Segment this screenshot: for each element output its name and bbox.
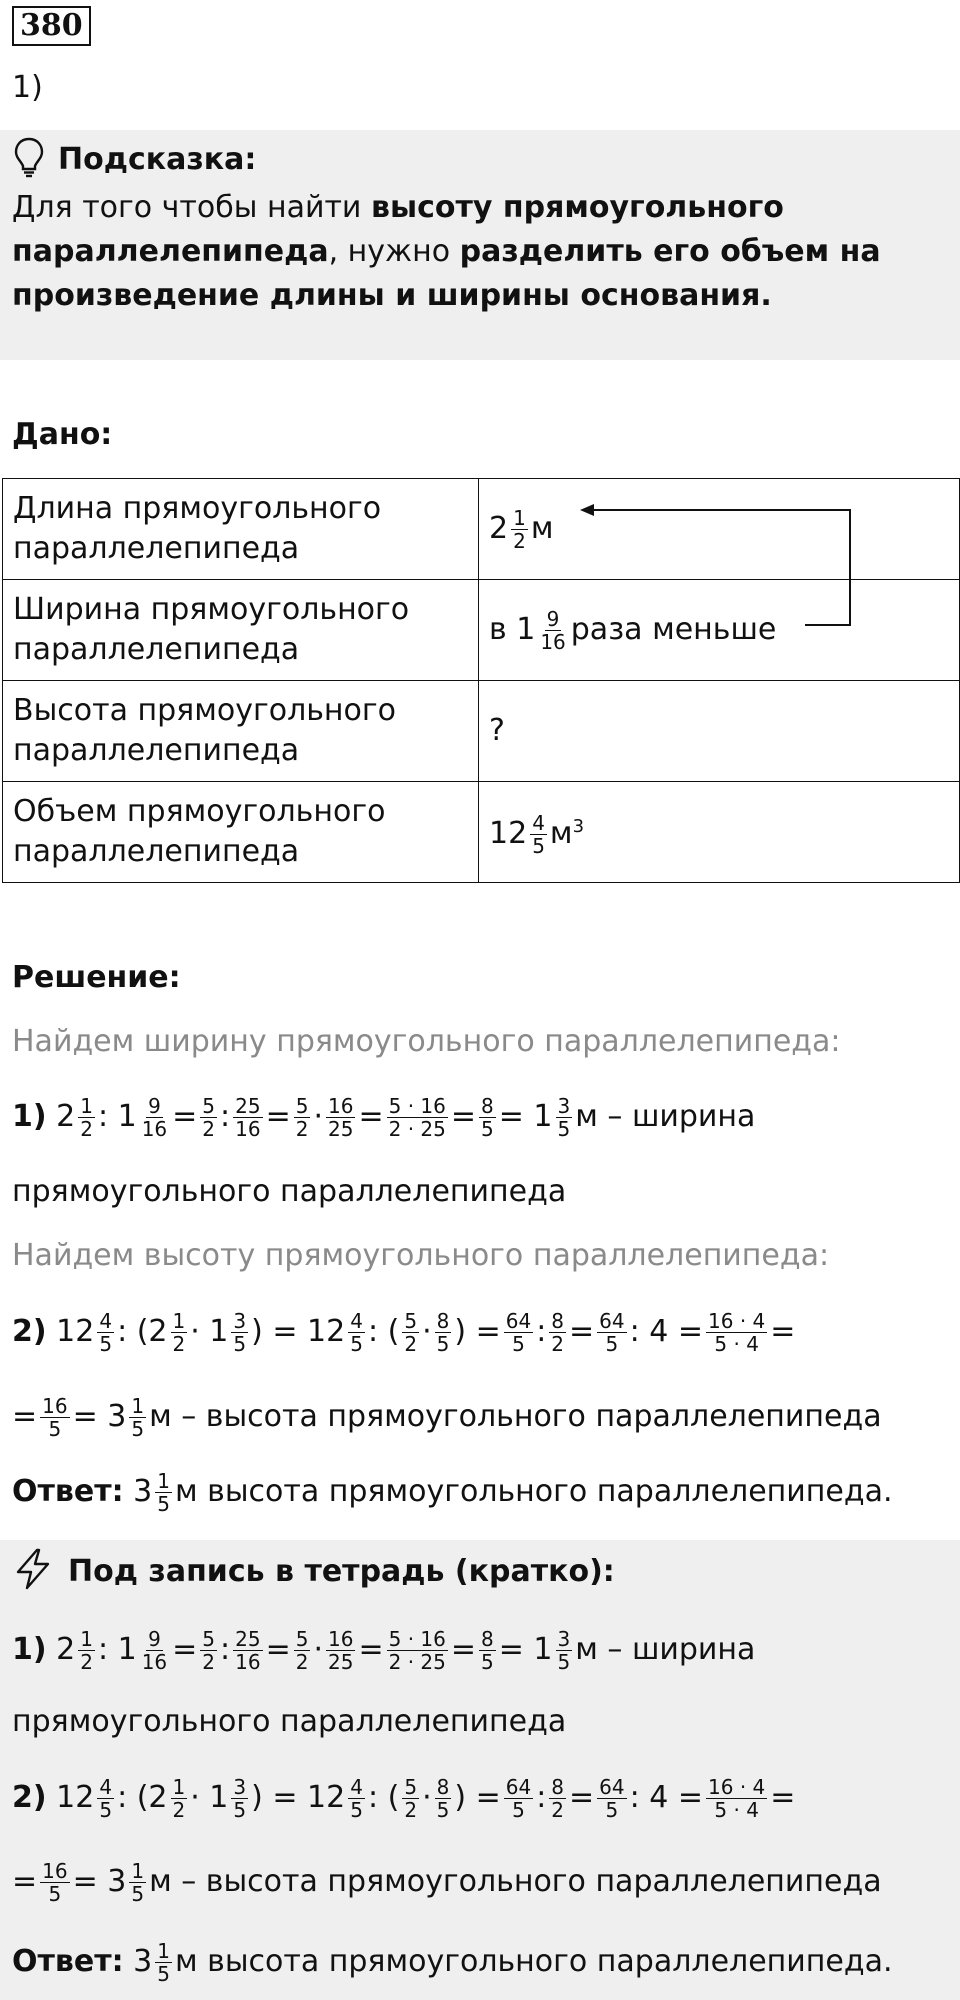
given-label: Высота прямоугольного параллелепипеда bbox=[3, 681, 479, 782]
hint-line-1: Для того чтобы найти высоту прямоугольного bbox=[12, 190, 784, 225]
notebook-answer-line: Ответ: 3 $\frac{1}{5}$ м высота прямоугольного параллелепипеда. bbox=[12, 1939, 893, 1986]
given-value: 12 $\frac{4}{5}$ $м^3$ bbox=[479, 782, 960, 883]
notebook-box bbox=[0, 1540, 960, 2000]
hint-line-3: произведение длины и ширины основания. bbox=[12, 278, 772, 313]
given-label: Длина прямоугольного параллелепипеда bbox=[3, 479, 479, 580]
given-title: Дано: bbox=[12, 417, 113, 452]
step2-line-1: 2) 12 $\frac{4}{5}$ : (2 $\frac{1}{2}$ · 1 $\frac{3}{5}$ ) = 12 $\frac{4}{5}$ : ( $\frac{5}{2}$ · $\frac{8}{5}$ ) = $\frac{64}{5}$ : $\frac{8}{2}$ = $\frac{64}{5}$ : 4 = $\frac{16 \cdot 4}{5 \cdot 4}$ = bbox=[12, 1309, 796, 1356]
task-number: 380 bbox=[12, 6, 91, 46]
hint-line-2: параллелепипеда, нужно разделить его объем на bbox=[12, 234, 881, 269]
step1-caption: Найдем ширину прямоугольного параллелепипеда: bbox=[12, 1024, 841, 1059]
hint-title: Подсказка: bbox=[58, 142, 257, 177]
notebook-step1-line-2: прямоугольного параллелепипеда bbox=[12, 1704, 567, 1739]
answer-line: Ответ: 3 $\frac{1}{5}$ м высота прямоугольного параллелепипеда. bbox=[12, 1469, 893, 1516]
notebook-title: Под запись в тетрадь (кратко): bbox=[68, 1554, 615, 1589]
given-value: в 1 $\frac{9}{16}$ раза меньше bbox=[479, 580, 960, 681]
step1-line-1: 1) 2 $\frac{1}{2}$ : 1 $\frac{9}{16}$ = $\frac{5}{2}$ : $\frac{25}{16}$ = $\frac{5}{2}$ · $\frac{16}{25}$ = $\frac{5 \cdot 16}{2 \cdot 25}$ = $\frac{8}{5}$ = 1 $\frac{3}{5}$ м – ширина bbox=[12, 1094, 756, 1141]
given-label: Ширина прямоугольного параллелепипеда bbox=[3, 580, 479, 681]
step1-line-2: прямоугольного параллелепипеда bbox=[12, 1174, 567, 1209]
lightning-icon bbox=[12, 1548, 54, 1594]
step2-caption: Найдем высоту прямоугольного параллелепипеда: bbox=[12, 1238, 830, 1273]
solution-title: Решение: bbox=[12, 960, 181, 995]
given-value: 2 $\frac{1}{2}$ м bbox=[479, 479, 960, 580]
notebook-step1-line-1: 1) 2 $\frac{1}{2}$ : 1 $\frac{9}{16}$ = $\frac{5}{2}$ : $\frac{25}{16}$ = $\frac{5}{2}$ · $\frac{16}{25}$ = $\frac{5 \cdot 16}{2 \cdot 25}$ = $\frac{8}{5}$ = 1 $\frac{3}{5}$ м – ширина bbox=[12, 1627, 756, 1674]
lightbulb-icon bbox=[12, 136, 46, 182]
table-row bbox=[3, 782, 960, 883]
given-label: Объем прямоугольного параллелепипеда bbox=[3, 782, 479, 883]
given-value: ? bbox=[479, 681, 960, 782]
notebook-step2-line-2: = $\frac{16}{5}$ = 3 $\frac{1}{5}$ м – высота прямоугольного параллелепипеда bbox=[12, 1859, 882, 1906]
step2-line-2: = $\frac{16}{5}$ = 3 $\frac{1}{5}$ м – высота прямоугольного параллелепипеда bbox=[12, 1394, 882, 1441]
table-row bbox=[3, 681, 960, 782]
notebook-step2-line-1: 2) 12 $\frac{4}{5}$ : (2 $\frac{1}{2}$ · 1 $\frac{3}{5}$ ) = 12 $\frac{4}{5}$ : ( $\frac{5}{2}$ · $\frac{8}{5}$ ) = $\frac{64}{5}$ : $\frac{8}{2}$ = $\frac{64}{5}$ : 4 = $\frac{16 \cdot 4}{5 \cdot 4}$ = bbox=[12, 1775, 796, 1822]
relation-arrow bbox=[580, 495, 860, 635]
part-label: 1) bbox=[12, 70, 43, 105]
